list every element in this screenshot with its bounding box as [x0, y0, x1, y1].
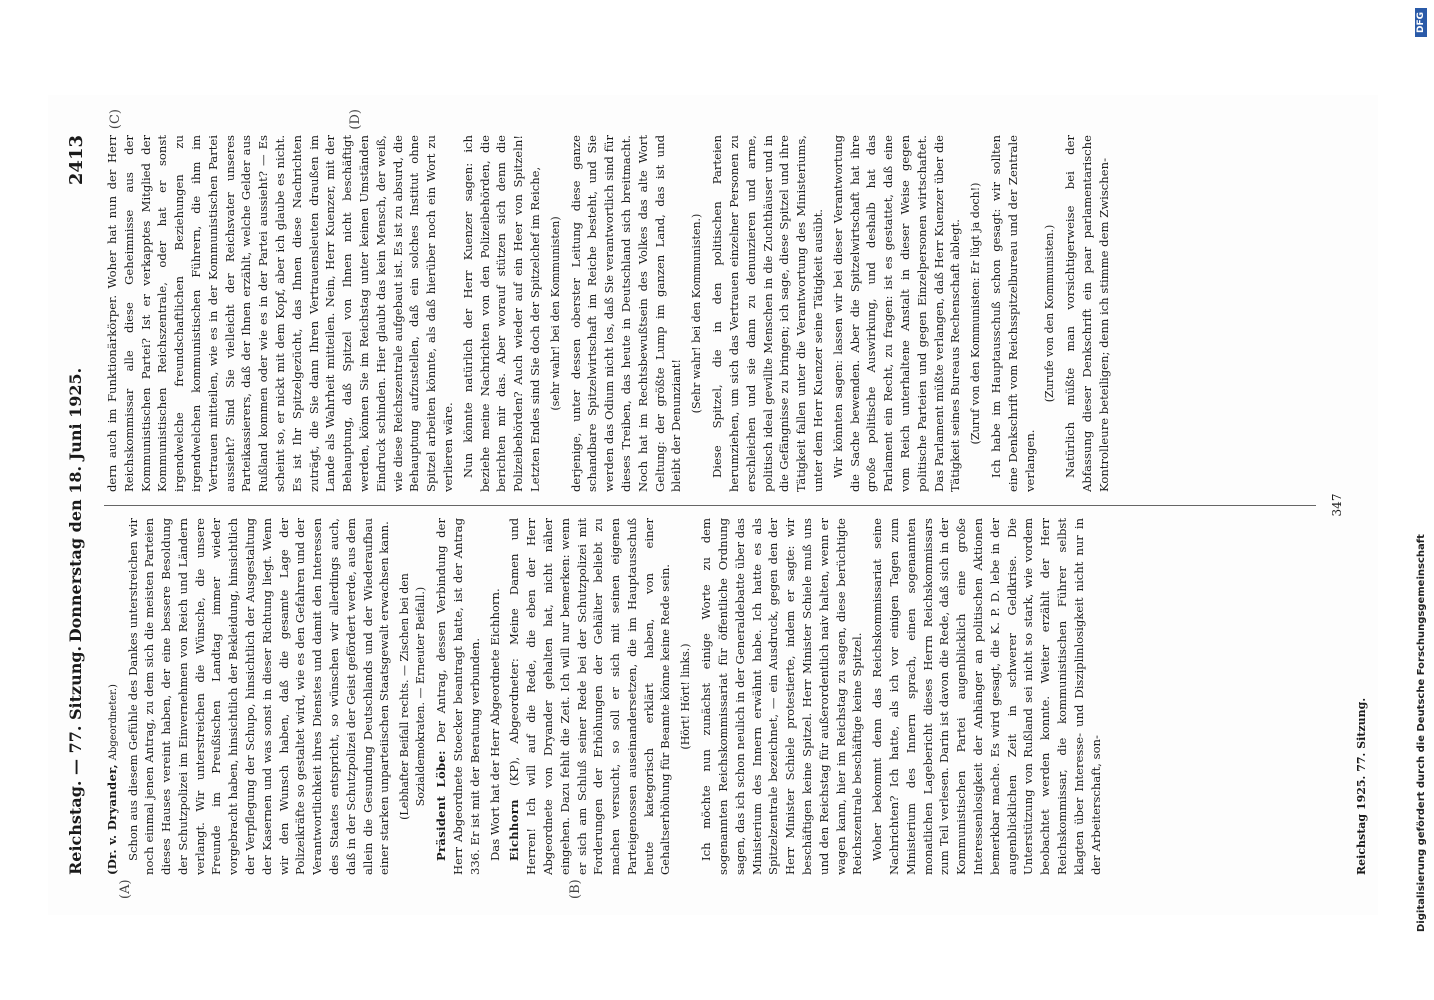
signature-number: 347 [1330, 493, 1344, 517]
continued-speaker: (Dr. v. Dryander, [105, 763, 119, 875]
interjection: (Sehr wahr! bei den Kommunisten.) [690, 213, 704, 414]
continued-speaker-line [104, 518, 122, 875]
continued-speaker-role: Abgeordneter.) [108, 684, 119, 761]
interjection: (Hört! Hört! links.) [679, 643, 693, 750]
speaker-paragraph [506, 518, 674, 875]
paragraph: Woher bekommt denn das Reichskommissariat seine Nachrichten? Ich hatte, als ich vor einigen Tagen zum Ministerium des Innern sprach, einen sogenannten monatlichen Lagebericht dieses Herrn Reichskommissars zum Teil verlesen. Darin ist davon die Rede, daß sich in der Kommunistischen Partei augenblicklich eine große Interessenlosigkeit der Anhänger an politischen Aktionen bemerkbar mache. Es wird gesagt, die K. P. D. lebe in der augenblicklichen Zeit in schwerer Geldkrise. Die Unterstützung von Rußland sei nicht so stark, wie vordem beobachtet werden konnte. Weiter erzählt der Herr Reichskommissar, die kommunistischen Führer selbst klagten über Interesse- und Disziplinlosigkeit nicht nur in der Arbeiterschaft, son- [870, 518, 1103, 875]
paragraph: Ich möchte nun zunächst einige Worte zu dem sogenannten Reichskommissariat für öffentliche Ordnung sagen, das ich schon neulich in der Generaldebatte über das Ministerium des Innern erwähnt habe. Ich hatte es als Spitzelzentrale bezeichnet, — ein Ausdruck, gegen den der Herr Minister Schiele protestierte, indem er sagte: wir beschäftigen keine Spitzel. Herr Minister Schiele muß uns und den Reichstag für außerordentlich naiv halten, wenn er wagen kann, hier im Reichstag zu sagen, diese berüchtigte Reichszentrale beschäftige keine Spitzel. [699, 518, 865, 875]
right-column [104, 135, 1316, 492]
paragraph: dern auch im Funktionärkörper. Woher hat nun der Herr Reichskommissar alle diese Geheimnisse aus der Kommunistischen Partei? Ist er verkapptes Mitglied der Kommunistischen Reichszentrale, oder hat er sonst irgendwelche freundschaftlichen Beziehungen zu irgendwelchen kommunistischen Führern, die ihm im Vertrauen mitteilen, wie es in der Kommunistischen Partei aussieht? Sind Sie vielleicht der Reichsvater unseres Parteikassierers, daß der Ihnen erzählt, welche Gelder aus Rußland kommen oder wie es in der Partei aussieht? — Es scheint so, er nickt mit dem Kopf, aber ich glaube es nicht. Es ist Ihr Spitzelgezücht, das Ihnen diese Nachrichten zuträgt, die Sie dann Ihren Vertrauensleuten draußen im Lande als Wahrheit mitteilen. Nein, Herr Kuenzer, mit der Behauptung, daß Spitzel von Ihnen nicht beschäftigt werden, können Sie im Reichstag unter keinen Umständen Eindruck schinden. Hier glaubt das kein Mensch, der weiß, wie diese Reichszentrale aufgebaut ist. Es ist zu absurd, die Behauptung aufzustellen, daß ein solches Institut ohne Spitzel arbeiten könnte, als daß hierüber noch ein Wort zu verlieren wäre. [105, 135, 455, 492]
speaker-text: Meine Damen und Herren! Ich will auf die Rede, die eben der Herr Abgeordnete von Dryander gehalten hat, nicht näher eingehen. Dazu fehlt die Zeit. Ich will nur bemerken: wenn er sich am Schluß seiner Rede bei der Schutzpolizei mit Forderungen der Erhöhungen der Gehälter beliebt zu machen versucht, so soll er sich mit seinen eigenen Parteigenossen auseinandersetzen, die im Hauptausschuß heute kategorisch erklärt haben, von einer Gehaltserhöhung für Beamte könne keine Rede sein. [507, 518, 673, 875]
header-left: Reichstag. — 77. Sitzung. [66, 645, 85, 875]
interjection: (sehr wahr! bei den Kommunisten) [548, 216, 562, 411]
president-label: Präsident Löbe: [434, 750, 449, 861]
paragraph: Diese Spitzel, die in den politischen Parteien herumziehen, um sich das Vertrauen einzelner Personen zu erschleichen und sie dann zu denunzieren und arme, politisch ideal gewillte Menschen in die Zuchthäuser und in die Gefängnisse zu bringen; ich sage, diese Spitzel und ihre Tätigkeit fallen unter die Verantwortung des Ministeriums, unter dem Herr Kuenzer seine Tätigkeit ausübt. [710, 135, 825, 492]
interjection: (Lebhafter Beifall rechts. — Zischen bei den Sozialdemokraten. — Erneuter Beifall.) [398, 573, 428, 820]
interjection: (Zuruf von den Kommunisten: Er lügt ja doch!) [969, 182, 983, 445]
paragraph: Wir könnten sagen: lassen wir bei dieser Verantwortung die Sache bewenden. Aber die Spitzelwirtschaft hat ihre große politische Auswirkung, und deshalb hat das Parlament ein Recht, zu fragen: ist es gestattet, daß eine vom Reich unterhaltene Anstalt in dieser Weise gegen politische Parteien und gegen Einzelpersonen wirtschaftet. Das Parlament müßte verlangen, daß Herr Kuenzer über die Tätigkeit seines Bureaus Rechenschaft ablegt. [830, 135, 963, 492]
speaker-name: Eichhorn [507, 799, 522, 861]
page-number: 2413 [66, 135, 87, 186]
paragraph: Ich habe im Hauptausschuß schon gesagt: wir sollten eine Denkschrift vom Reichsspitzelbureau und der Zentrale verlangen. [989, 135, 1037, 492]
margin-mark-a: (A) [118, 879, 133, 899]
paragraph: derjenige, unter dessen oberster Leitung diese ganze schandbare Spitzelwirtschaft im Reiche besteht, und Sie werden das Odium nicht los, daß Sie verantwortlich sind für dieses Treiben, das heute in Deutschland sich breitmacht. Noch hat im Rechtsbewußtsein des Volkes das alte Wort Geltung: der größte Lump im ganzen Land, das ist und bleibt der Denunziant! [568, 135, 684, 492]
paragraph: Natürlich müßte man vorsichtigerweise bei der Abfassung dieser Denkschrift ein paar parlamentarische Kontrolleure beteiligen; denn ich stimme dem Zwischen- [1063, 135, 1111, 492]
running-head [66, 135, 92, 875]
header-date: Donnerstag den 18. Juni 1925. [66, 367, 85, 643]
margin-mark-d: (D) [348, 109, 363, 130]
paragraph: Schon aus diesem Gefühle des Dankes unterstreichen wir noch einmal jenen Antrag, zu dem sich die meisten Parteien dieses Hauses vereint haben, der eine bessere Besoldung der Schutzpolizei im Einvernehmen von Reich und Ländern verlangt. Wir unterstreichen die Wünsche, die unsere Freunde im Preußischen Landtag immer wieder vorgebracht haben, hinsichtlich der Bekleidung, hinsichtlich der Verpflegung der Schupo, hinsichtlich der Ausgestaltung der Kasernen und was sonst in dieser Richtung liegt. Wenn wir den Wunsch haben, daß die gesamte Lage der Polizeikräfte so gestaltet wird, wie es den Gefahren und der Verantwortlichkeit ihres Dienstes und damit den Interessen des Staates entspricht, so wünschen wir allerdings auch, daß in der Schutzpolizei der Geist gefördert werde, aus dem allein die Gesundung Deutschlands und der Wiederaufbau einer starken unparteiischen Staatsgewalt erwachsen kann. [125, 518, 392, 875]
left-column [104, 518, 1316, 875]
president-paragraph [433, 518, 483, 875]
margin-mark-c: (C) [108, 109, 123, 130]
document-page [48, 95, 1378, 915]
paragraph: Das Wort hat der Herr Abgeordnete Eichhorn. [487, 588, 502, 861]
digitization-credit [1412, 8, 1430, 992]
page-footer: Reichstag 1925. 77. Sitzung. [1355, 697, 1368, 875]
credit-text: Digitalisierung gefördert durch die Deutsche Forschungsgemeinschaft [1415, 534, 1427, 932]
dfg-logo: DFG [1415, 8, 1427, 37]
margin-mark-b: (B) [568, 879, 583, 899]
speaker-role: (KP), Abgeordneter: [507, 658, 522, 786]
interjection: (Zurufe von den Kommunisten.) [1043, 224, 1057, 403]
text-columns [104, 135, 1316, 875]
president-text: Der Antrag, dessen Verbindung der Herr Abgeordnete Stoecker beantragt hatte, ist der Antrag 336. Er ist mit der Beratung verbunden. [434, 518, 482, 875]
paragraph: Nun könnte natürlich der Herr Kuenzer sagen: ich beziehe meine Nachrichten von den Polizeibehörden, die berichten mir das. Aber worauf stützen sich denn die Polizeibehörden? Auch wieder auf ein Heer von Spitzeln! Letzten Endes sind Sie doch der Spitzelchef im Reiche, [460, 135, 542, 492]
